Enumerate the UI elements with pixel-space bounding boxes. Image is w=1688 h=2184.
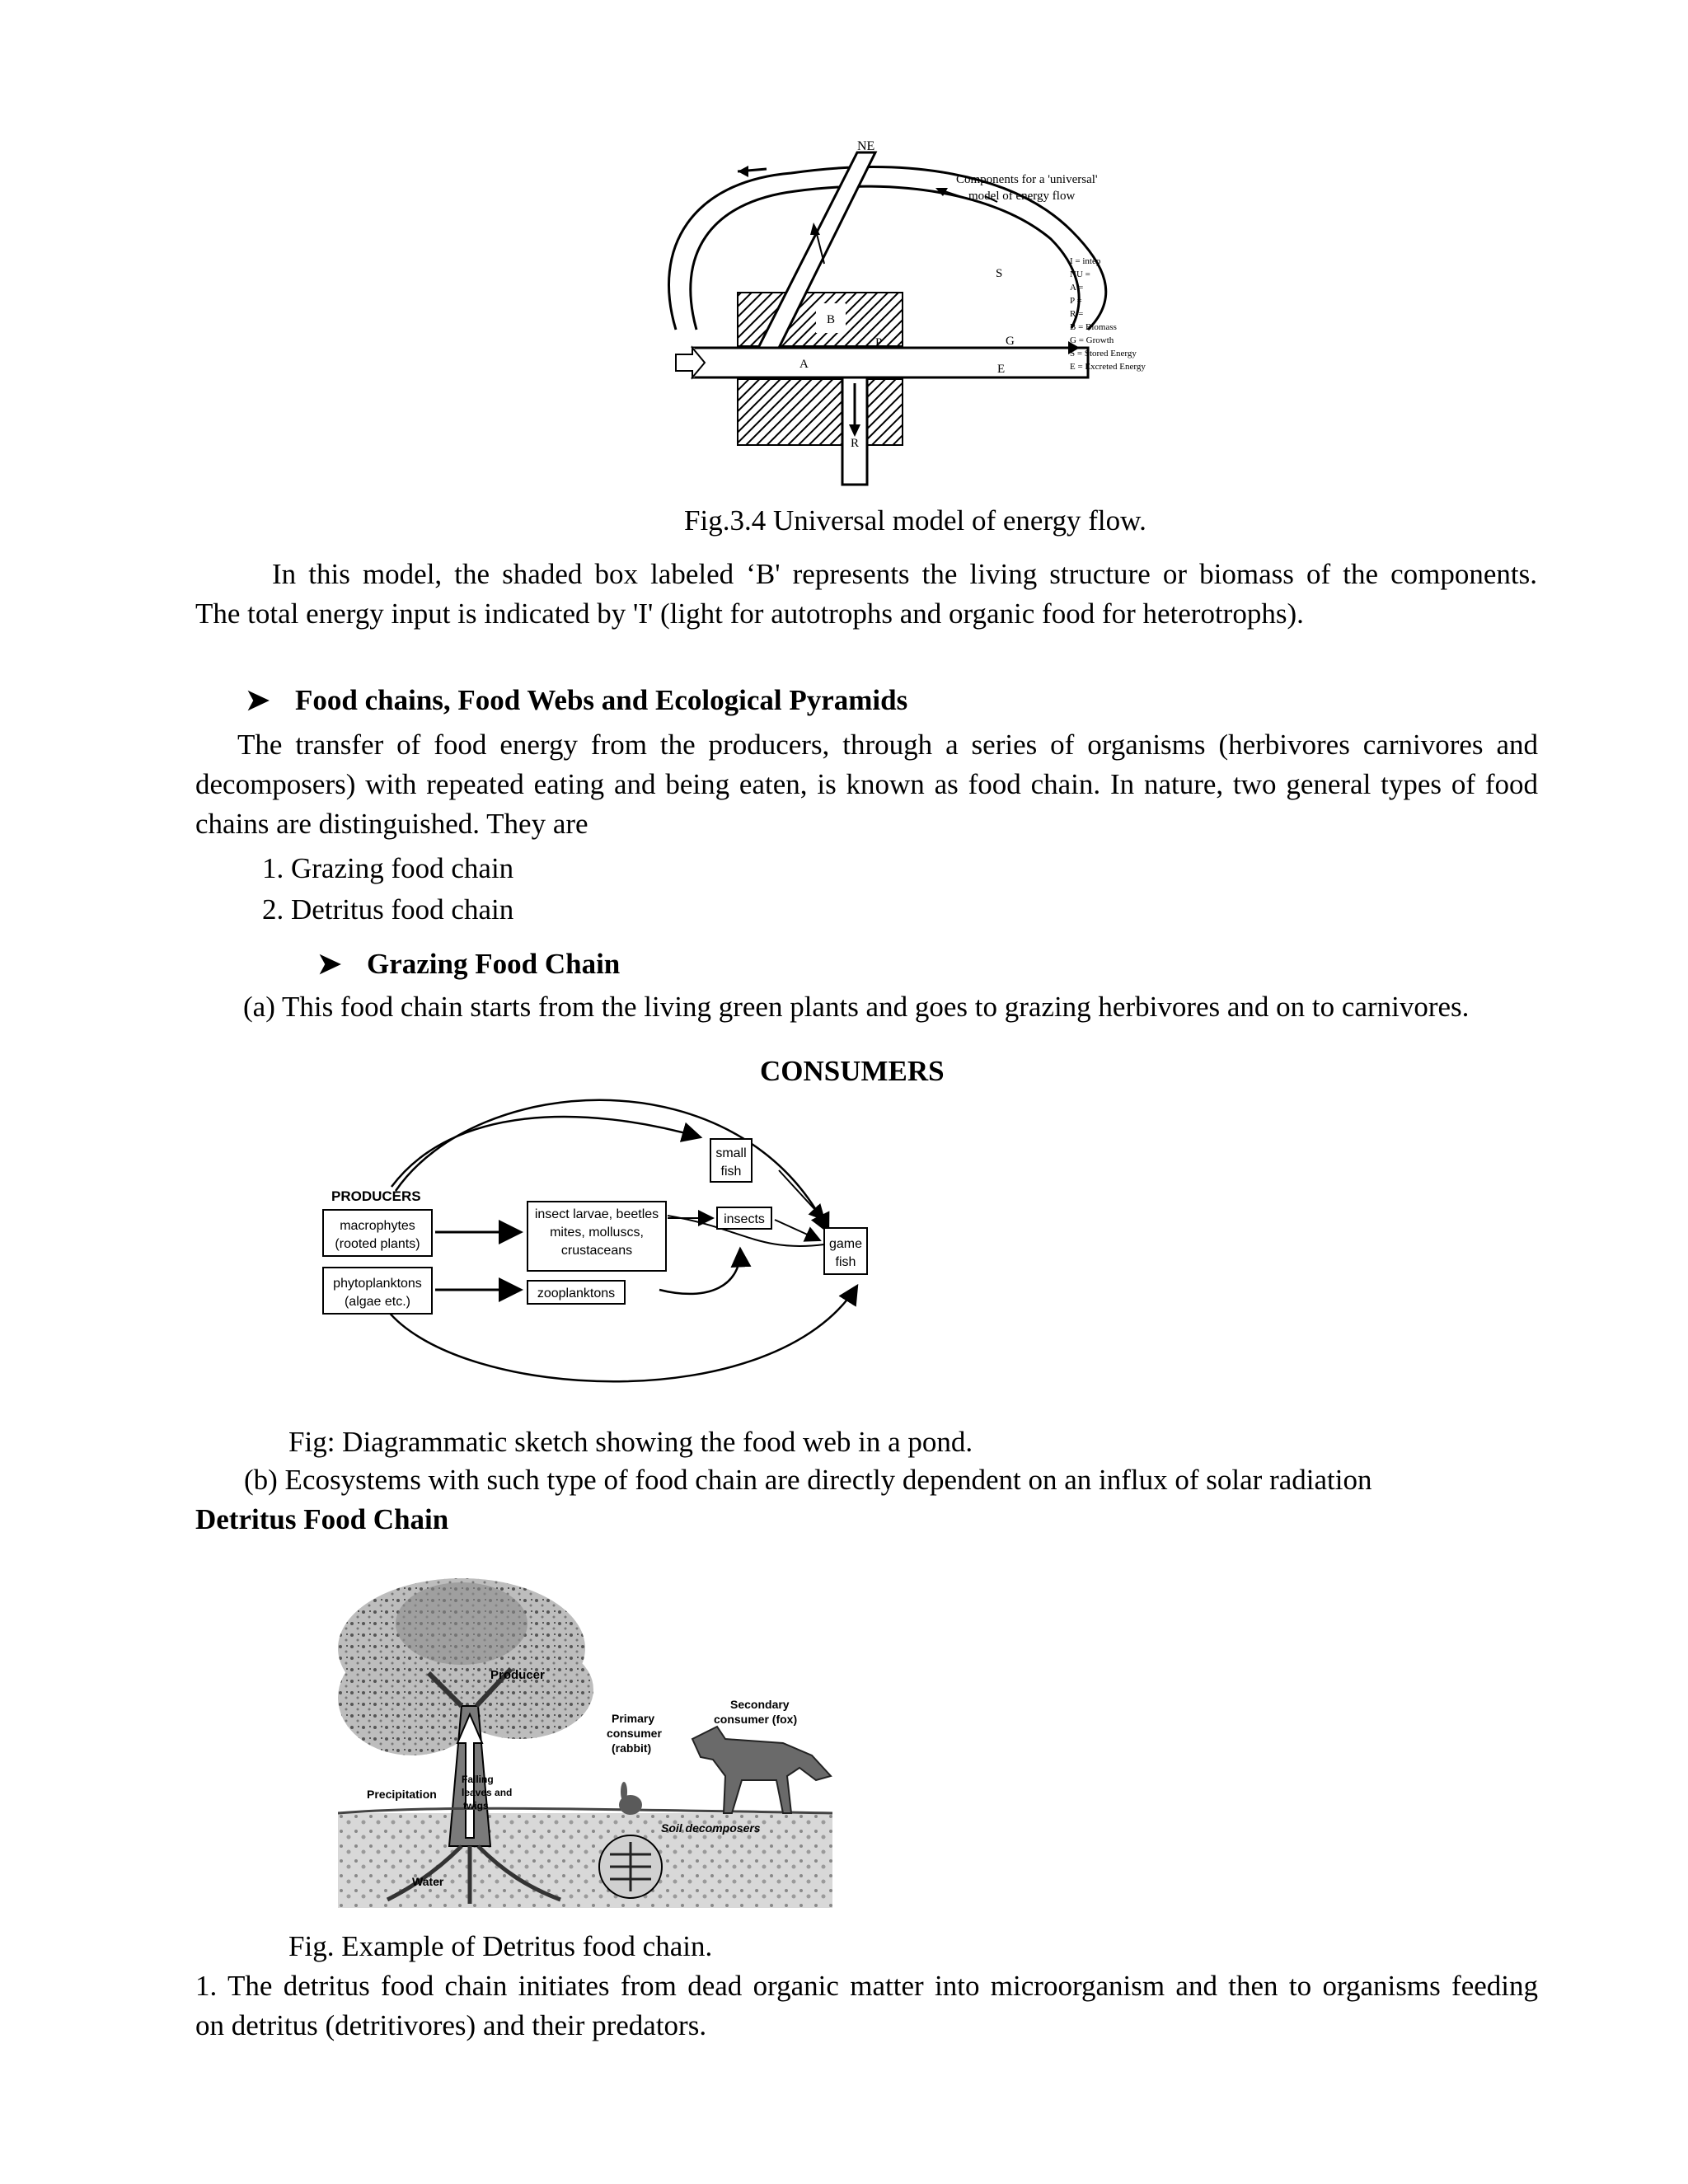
precipitation-label: Precipitation	[367, 1788, 437, 1801]
grazing-text-a: (a) This food chain starts from the living green plants and goes to grazing herbivores and on to carnivores.	[243, 991, 1470, 1023]
food-chains-heading: ➤ Food chains, Food Webs and Ecological Pyramids	[246, 681, 907, 720]
fish-text: fish	[720, 1165, 742, 1179]
svg-text:P =: P =	[1070, 296, 1082, 306]
food-chain-paragraph-line1: The transfer of food energy from the producers, through a series of organisms (herbivores carnivores and	[237, 729, 1538, 761]
twigs-label: twigs	[463, 1800, 489, 1811]
detritus-heading: Detritus Food Chain	[195, 1503, 449, 1535]
svg-text:I = intep: I = intep	[1070, 256, 1101, 266]
consumers-label: CONSUMERS	[760, 1055, 945, 1087]
rabbit-label: (rabbit)	[612, 1741, 652, 1755]
universal-energy-flow-diagram	[659, 132, 1187, 486]
game-text: game	[828, 1237, 863, 1251]
small-text: small	[715, 1146, 747, 1160]
label-p: P	[875, 336, 883, 349]
bullet-arrow-icon: ➤	[317, 948, 342, 980]
soil-decomposers-label: Soil decomposers	[661, 1821, 761, 1835]
biomass-box-bottom	[738, 379, 903, 445]
detritus-food-chain-illustration	[338, 1574, 832, 1908]
energy-channel	[692, 348, 1088, 377]
label-r: R	[851, 437, 860, 450]
model-note-line2: model of energy flow	[968, 190, 1076, 203]
label-b: B	[827, 313, 836, 326]
game-fish-text: fish	[835, 1255, 856, 1269]
secondary-label: Secondary	[730, 1698, 790, 1711]
label-e: E	[997, 363, 1006, 376]
model-note-line1: Components for a 'universal'	[956, 173, 1098, 186]
phytoplanktons-text: phytoplanktons	[333, 1277, 422, 1291]
model-legend	[1070, 256, 1146, 372]
food-chain-paragraph-line3: chains are distinguished. They are	[195, 808, 588, 840]
crustaceans-text: crustaceans	[560, 1244, 633, 1258]
svg-text:B = Biomass: B = Biomass	[1070, 322, 1117, 332]
fig34-caption: Fig.3.4 Universal model of energy flow.	[684, 504, 1146, 537]
svg-text:G = Growth: G = Growth	[1070, 335, 1114, 345]
svg-text:S = Stored Energy: S = Stored Energy	[1070, 349, 1137, 359]
falling-label: Falling	[462, 1774, 494, 1785]
primary-consumer-label: consumer	[607, 1727, 662, 1740]
detritus-caption: Fig. Example of Detritus food chain.	[288, 1930, 713, 1962]
primary-label: Primary	[612, 1712, 655, 1725]
macrophytes-text: macrophytes	[340, 1219, 415, 1233]
svg-text:A =: A =	[1070, 283, 1084, 293]
insects-text: insects	[724, 1212, 765, 1226]
grazing-heading: ➤ Grazing Food Chain	[317, 944, 620, 984]
zooplanktons-text: zooplanktons	[537, 1286, 616, 1301]
pond-food-web-diagram	[313, 1088, 882, 1409]
bullet-arrow-icon: ➤	[246, 684, 270, 716]
food-chain-paragraph-line2: decomposers) with repeated eating and being eaten, is known as food chain. In nature, two general types of food	[195, 768, 1538, 800]
algae-text: (algae etc.)	[344, 1295, 411, 1309]
svg-text:NU =: NU =	[1070, 269, 1090, 279]
rooted-plants-text: (rooted plants)	[335, 1237, 420, 1251]
detritus-paragraph-line1: 1. The detritus food chain initiates from dead organic matter into microorganism and then to organisms feeding	[195, 1970, 1538, 2002]
producers-label: PRODUCERS	[331, 1188, 421, 1204]
mites-molluscs-text: mites, molluscs,	[550, 1226, 644, 1240]
paragraph-b: (b) Ecosystems with such type of food chain are directly dependent on an influx of solar radiation	[244, 1464, 1372, 1496]
label-s: S	[996, 267, 1003, 280]
water-label: Water	[412, 1875, 444, 1888]
leaves-label: leaves and	[462, 1787, 513, 1798]
list-item-detritus: 2. Detritus food chain	[262, 893, 514, 926]
detritus-paragraph-line2: on detritus (detritivores) and their predators.	[195, 2009, 707, 2041]
secondary-consumer-label: consumer (fox)	[714, 1713, 798, 1726]
label-g: G	[1006, 335, 1015, 348]
insect-larvae-text: insect larvae, beetles	[534, 1207, 659, 1221]
label-a: A	[799, 358, 809, 371]
model-paragraph-line2: The total energy input is indicated by 'I' (light for autotrophs and organic food for heterotrophs).	[195, 598, 1304, 630]
label-ne: NE	[857, 139, 875, 153]
svg-text:R =: R =	[1070, 309, 1084, 319]
pond-web-caption: Fig: Diagrammatic sketch showing the food web in a pond.	[288, 1426, 973, 1458]
svg-text:E = Excreted Energy: E = Excreted Energy	[1070, 362, 1146, 372]
producer-label: Producer	[490, 1668, 545, 1682]
list-item-grazing: 1. Grazing food chain	[262, 852, 514, 884]
model-paragraph-line1: In this model, the shaded box labeled ‘B' represents the living structure or biomass of the components.	[272, 558, 1537, 590]
